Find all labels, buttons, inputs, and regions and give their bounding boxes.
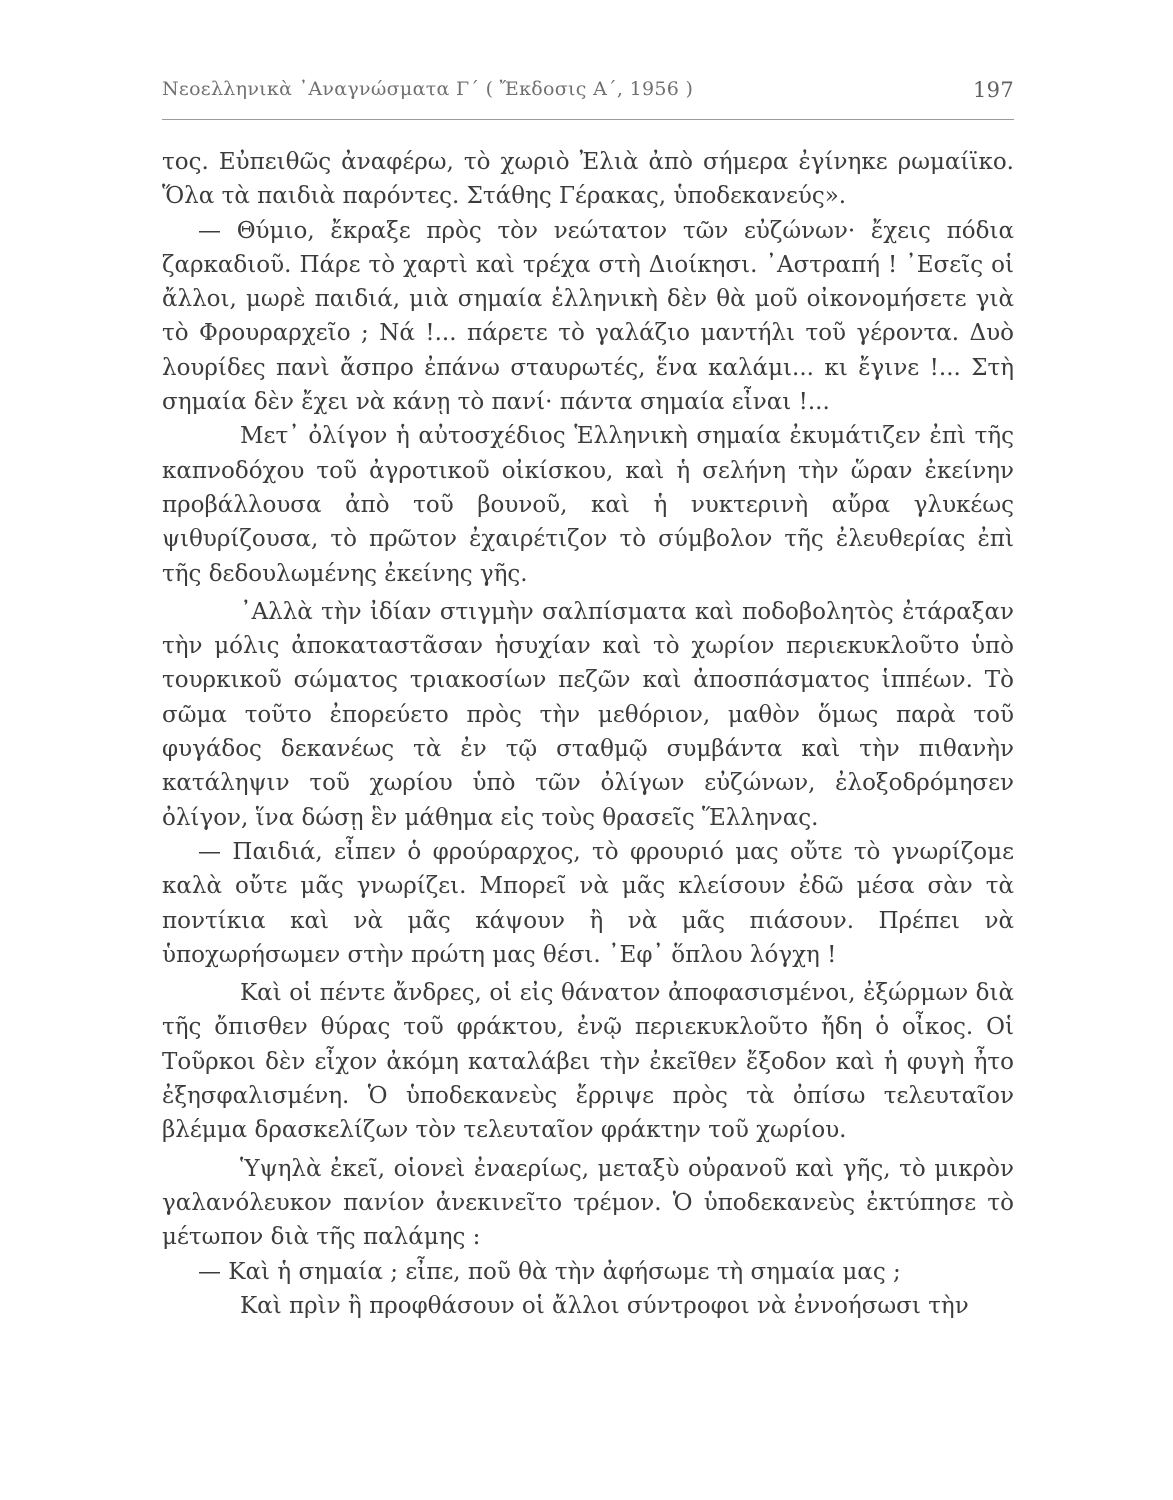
paragraph-dialogue: — Θύμιο, ἔκραξε πρὸς τὸν νεώτατον τῶν εὐζώνων· ἔχεις πόδια ζαρκαδιοῦ. Πάρε τὸ χαρτὶ καὶ τρέχα στὴ Διοίκησι. ᾿Αστραπή ! ᾿Εσεῖς οἱ ἄλλοι, μωρὲ παιδιά, μιὰ σημαία ἑλληνικὴ δὲν θὰ μοῦ οἰκονομήσετε γιὰ τὸ Φρουραρχεῖο ; Νά !... πάρετε τὸ γαλάζιο μαντήλι τοῦ γέροντα. Δυὸ λουρίδες πανὶ ἄσπρο ἐπάνω σταυρωτές, ἕνα καλάμι... κι ἔγινε !... Στὴ σημαία δὲν ἔχει νὰ κάνῃ τὸ πανί· πάντα σημαία εἶναι !... (162, 217, 1014, 416)
paragraph-continuation: τος. Εὐπειθῶς ἀναφέρω, τὸ χωριὸ Ἐλιὰ ἀπὸ σήμερα ἐγίνηκε ρωμαίϊκο. Ὅλα τὰ παιδιὰ παρόντες. Στάθης Γέρακας, ὑποδεκανεύς». (162, 149, 1014, 210)
paragraph: Καὶ οἱ πέντε ἄνδρες, οἱ εἰς θάνατον ἀποφασισμένοι, ἐξώρμων διὰ τῆς ὄπισθεν θύρας τοῦ φράκτου, ἐνῷ περιεκυκλοῦτο ἤδη ὁ οἶκος. Οἱ Τοῦρκοι δὲν εἶχον ἀκόμη καταλάβει τὴν ἐκεῖθεν ἔξοδον καὶ ἡ φυγὴ ἦτο ἐξησφαλισμένη. Ὁ ὑποδεκανεὺς ἔρριψε πρὸς τὰ ὀπίσω τελευταῖον βλέμμα δρασκελίζων τὸν τελευταῖον φράκτην τοῦ χωρίου. (162, 980, 1014, 1144)
header-rule (162, 119, 1014, 120)
running-title: Νεοελληνικὰ ᾿Αναγνώσματα Γ´ ( Ἔκδοσις Α´, 1956 ) (162, 78, 694, 100)
paragraph: Ὑψηλὰ ἐκεῖ, οἱονεὶ ἐναερίως, μεταξὺ οὐρανοῦ καὶ γῆς, τὸ μικρὸν γαλανόλευκον πανίον ἀνεκινεῖτο τρέμον. Ὁ ὑποδεκανεὺς ἐκτύπησε τὸ μέτωπον διὰ τῆς παλάμης : (162, 1155, 1014, 1251)
page-number: 197 (973, 78, 1014, 102)
paragraph-dialogue: — Παιδιά, εἶπεν ὁ φρούραρχος, τὸ φρουριό μας οὔτε τὸ γνωρίζομε καλὰ οὔτε μᾶς γνωρίζει. Μπορεῖ νὰ μᾶς κλείσουν ἐδῶ μέσα σὰν τὰ ποντίκια καὶ νὰ μᾶς κάψουν ἢ νὰ μᾶς πιάσουν. Πρέπει νὰ ὑποχωρήσωμεν στὴν πρώτη μας θέσι. ᾿Εφ᾿ ὅπλου λόγχη ! (162, 838, 1014, 968)
paragraph: ᾿Αλλὰ τὴν ἰδίαν στιγμὴν σαλπίσματα καὶ ποδοβολητὸς ἐτάραξαν τὴν μόλις ἀποκαταστᾶσαν ἡσυχίαν καὶ τὸ χωρίον περιεκυκλοῦτο ὑπὸ τουρκικοῦ σώματος τριακοσίων πεζῶν καὶ ἀποσπάσματος ἱππέων. Τὸ σῶμα τοῦτο ἐπορεύετο πρὸς τὴν μεθόριον, μαθὸν ὅμως παρὰ τοῦ φυγάδος δεκανέως τὰ ἐν τῷ σταθμῷ συμβάντα καὶ τὴν πιθανὴν κατάληψιν τοῦ χωρίου ὑπὸ τῶν ὀλίγων εὐζώνων, ἐλοξοδρόμησεν ὀλίγον, ἵνα δώσῃ ἓν μάθημα εἰς τοὺς θρασεῖς Ἕλληνας. (162, 598, 1014, 831)
paragraph: Καὶ πρὶν ἢ προφθάσουν οἱ ἄλλοι σύντροφοι νὰ ἐννοήσωσι τὴν (240, 1292, 969, 1319)
running-header (162, 78, 1014, 108)
paragraph-dialogue: — Καὶ ἡ σημαία ; εἶπε, ποῦ θὰ τὴν ἀφήσωμε τὴ σημαία μας ; (198, 1258, 901, 1285)
body-text (162, 145, 1014, 1323)
paragraph: Μετ᾿ ὀλίγον ἡ αὐτοσχέδιος Ἑλληνικὴ σημαία ἐκυμάτιζεν ἐπὶ τῆς καπνοδόχου τοῦ ἀγροτικοῦ οἰκίσκου, καὶ ἡ σελήνη τὴν ὥραν ἐκείνην προβάλλουσα ἀπὸ τοῦ βουνοῦ, καὶ ἡ νυκτερινὴ αὔρα γλυκέως ψιθυρίζουσα, τὸ πρῶτον ἐχαιρέτιζον τὸ σύμβολον τῆς ἐλευθερίας ἐπὶ τῆς δεδουλωμένης ἐκείνης γῆς. (162, 423, 1014, 587)
